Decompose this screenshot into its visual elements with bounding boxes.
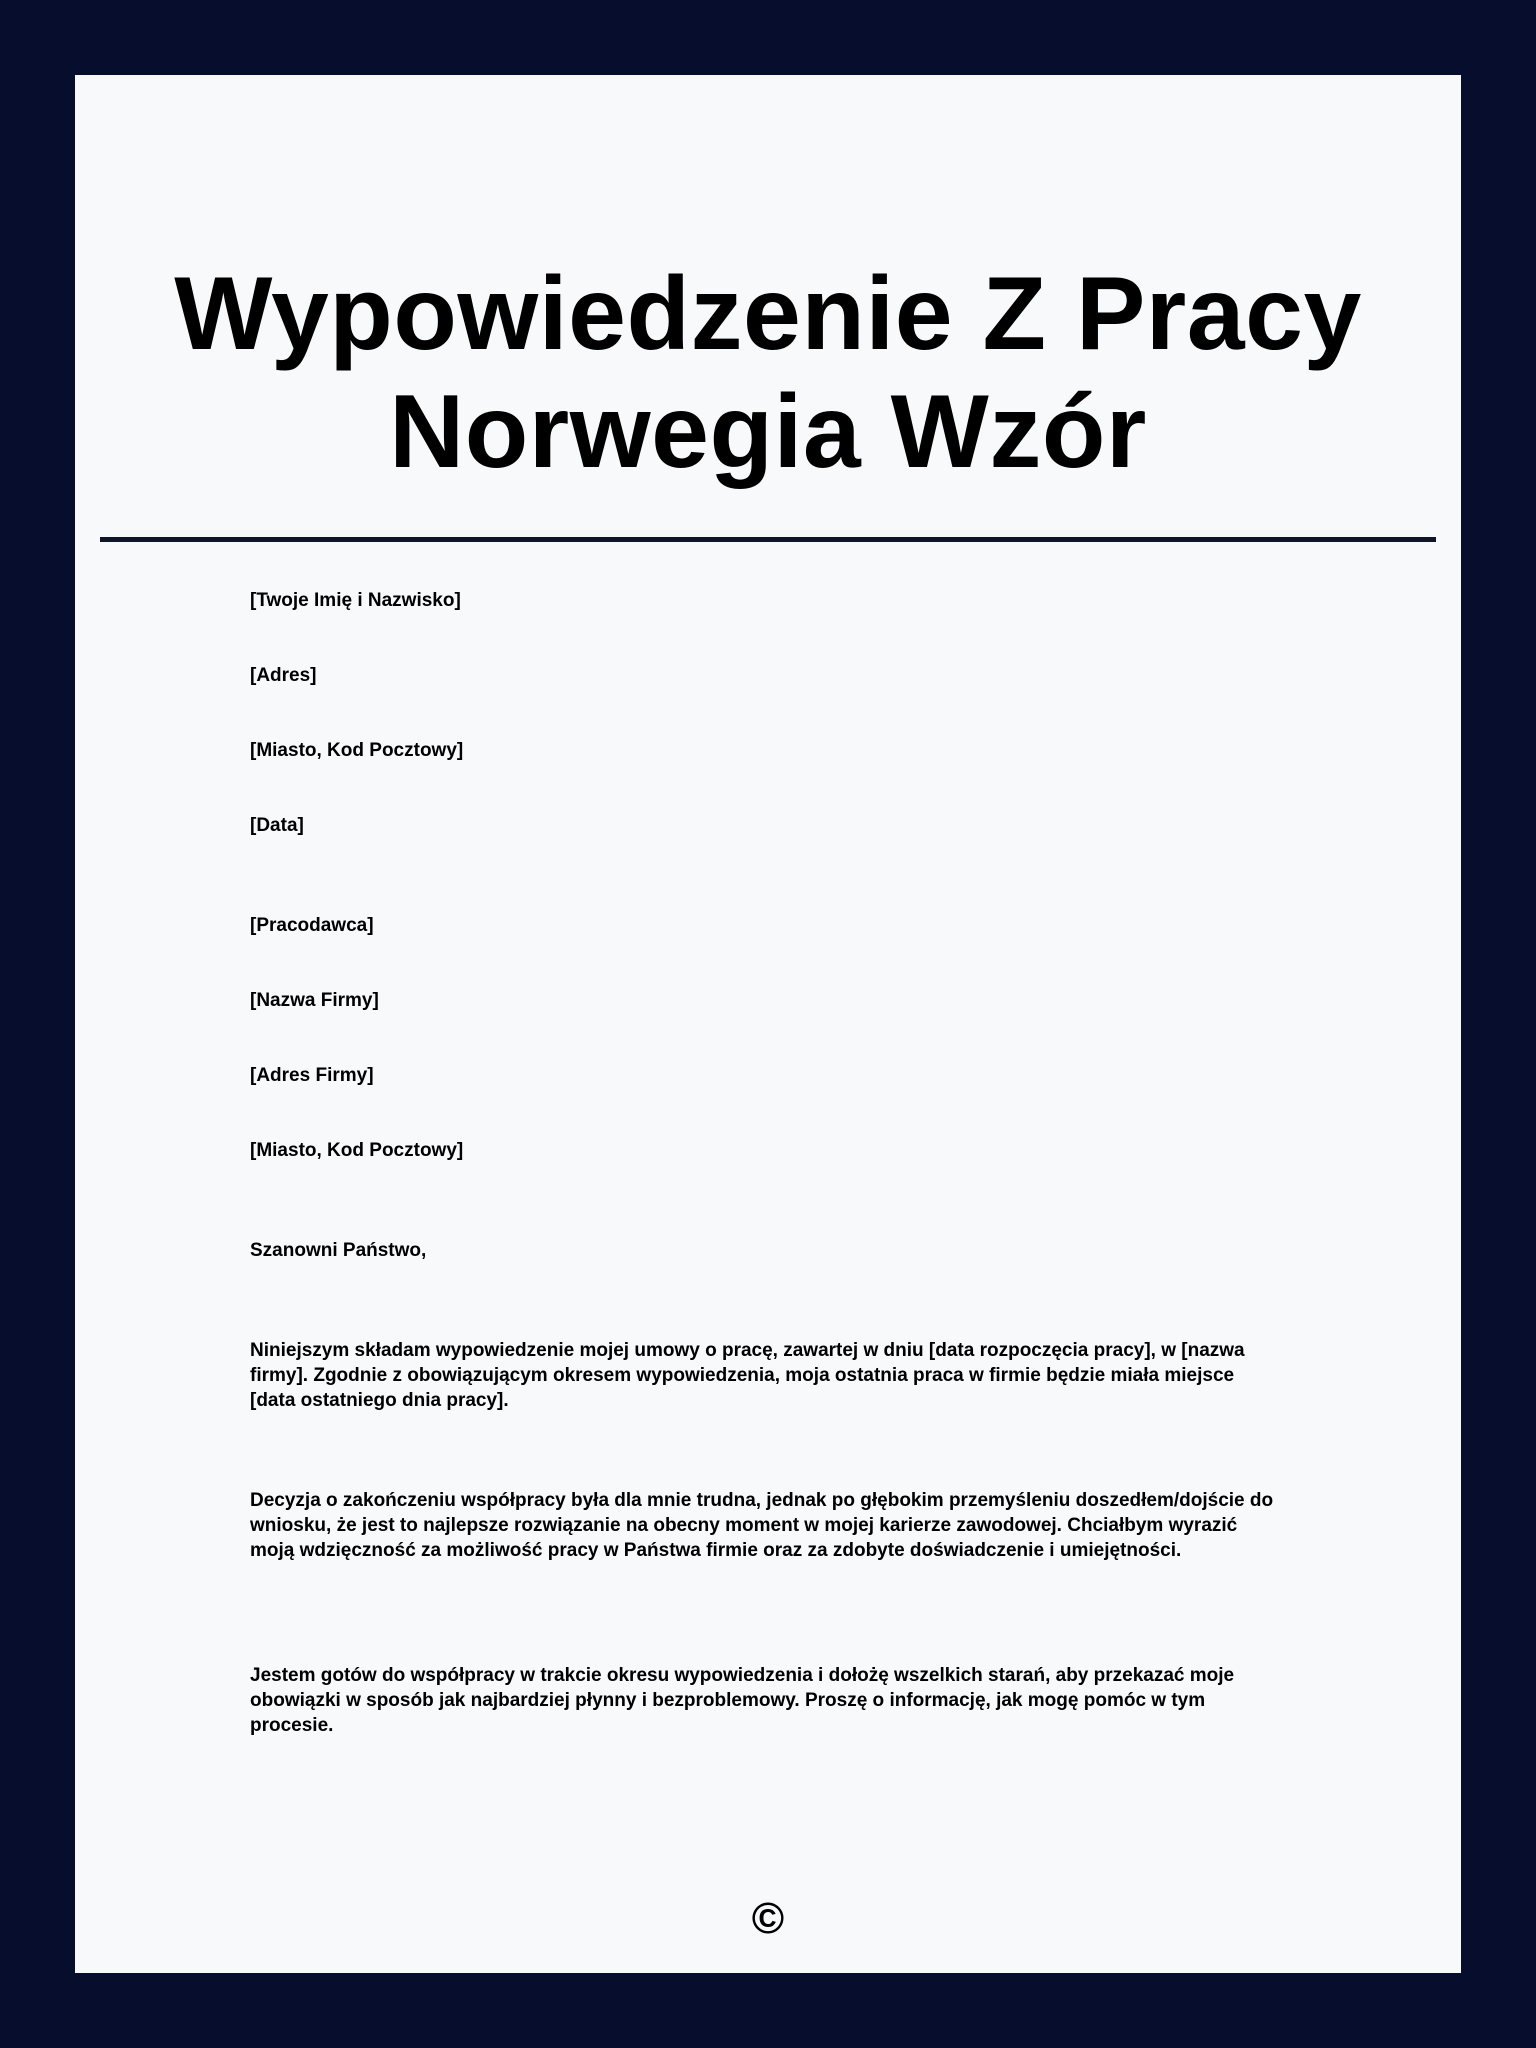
paragraph-2: Decyzja o zakończeniu współpracy była dla mnie trudna, jednak po głębokim przemyśleniu doszedłem/dojście do wniosku, że jest to najlepsze rozwiązanie na obecny moment w mojej karierze zawodowej. Chciałbym wyrazić moją wdzięczność za możliwość pracy w Państwa firmie oraz za zdobyte doświadczenie i umiejętności. (250, 1490, 1274, 1561)
sender-name: [Twoje Imię i Nazwisko] (250, 590, 461, 611)
paragraph-3: Jestem gotów do współpracy w trakcie okresu wypowiedzenia i dołożę wszelkich starań, aby przekazać moje obowiązki w sposób jak najbardziej płynny i bezproblemowy. Proszę o informację, jak mogę pomóc w tym procesie. (250, 1665, 1235, 1736)
sender-city-postal: [Miasto, Kod Pocztowy] (250, 740, 464, 761)
recipient-company-name: [Nazwa Firmy] (250, 990, 379, 1011)
copyright-symbol: © (751, 1894, 785, 1943)
sender-address: [Adres] (250, 665, 317, 686)
letter-date: [Data] (250, 815, 304, 836)
document-page (75, 75, 1461, 1973)
recipient-employer: [Pracodawca] (250, 915, 374, 936)
title-divider (100, 537, 1436, 542)
title-line-1: Wypowiedzenie Z Pracy (174, 256, 1362, 372)
paragraph-1: Niniejszym składam wypowiedzenie mojej umowy o pracę, zawartej w dniu [data rozpoczęcia pracy], w [nazwa firmy]. Zgodnie z obowiązującym okresem wypowiedzenia, moja ostatnia praca w firmie będzie miała miejsce [data ostatniego dnia pracy]. (250, 1340, 1245, 1411)
recipient-company-address: [Adres Firmy] (250, 1065, 374, 1086)
title-line-2: Norwegia Wzór (389, 374, 1147, 490)
document-title (75, 255, 1461, 491)
recipient-city-postal: [Miasto, Kod Pocztowy] (250, 1140, 464, 1161)
salutation: Szanowni Państwo, (250, 1240, 427, 1261)
